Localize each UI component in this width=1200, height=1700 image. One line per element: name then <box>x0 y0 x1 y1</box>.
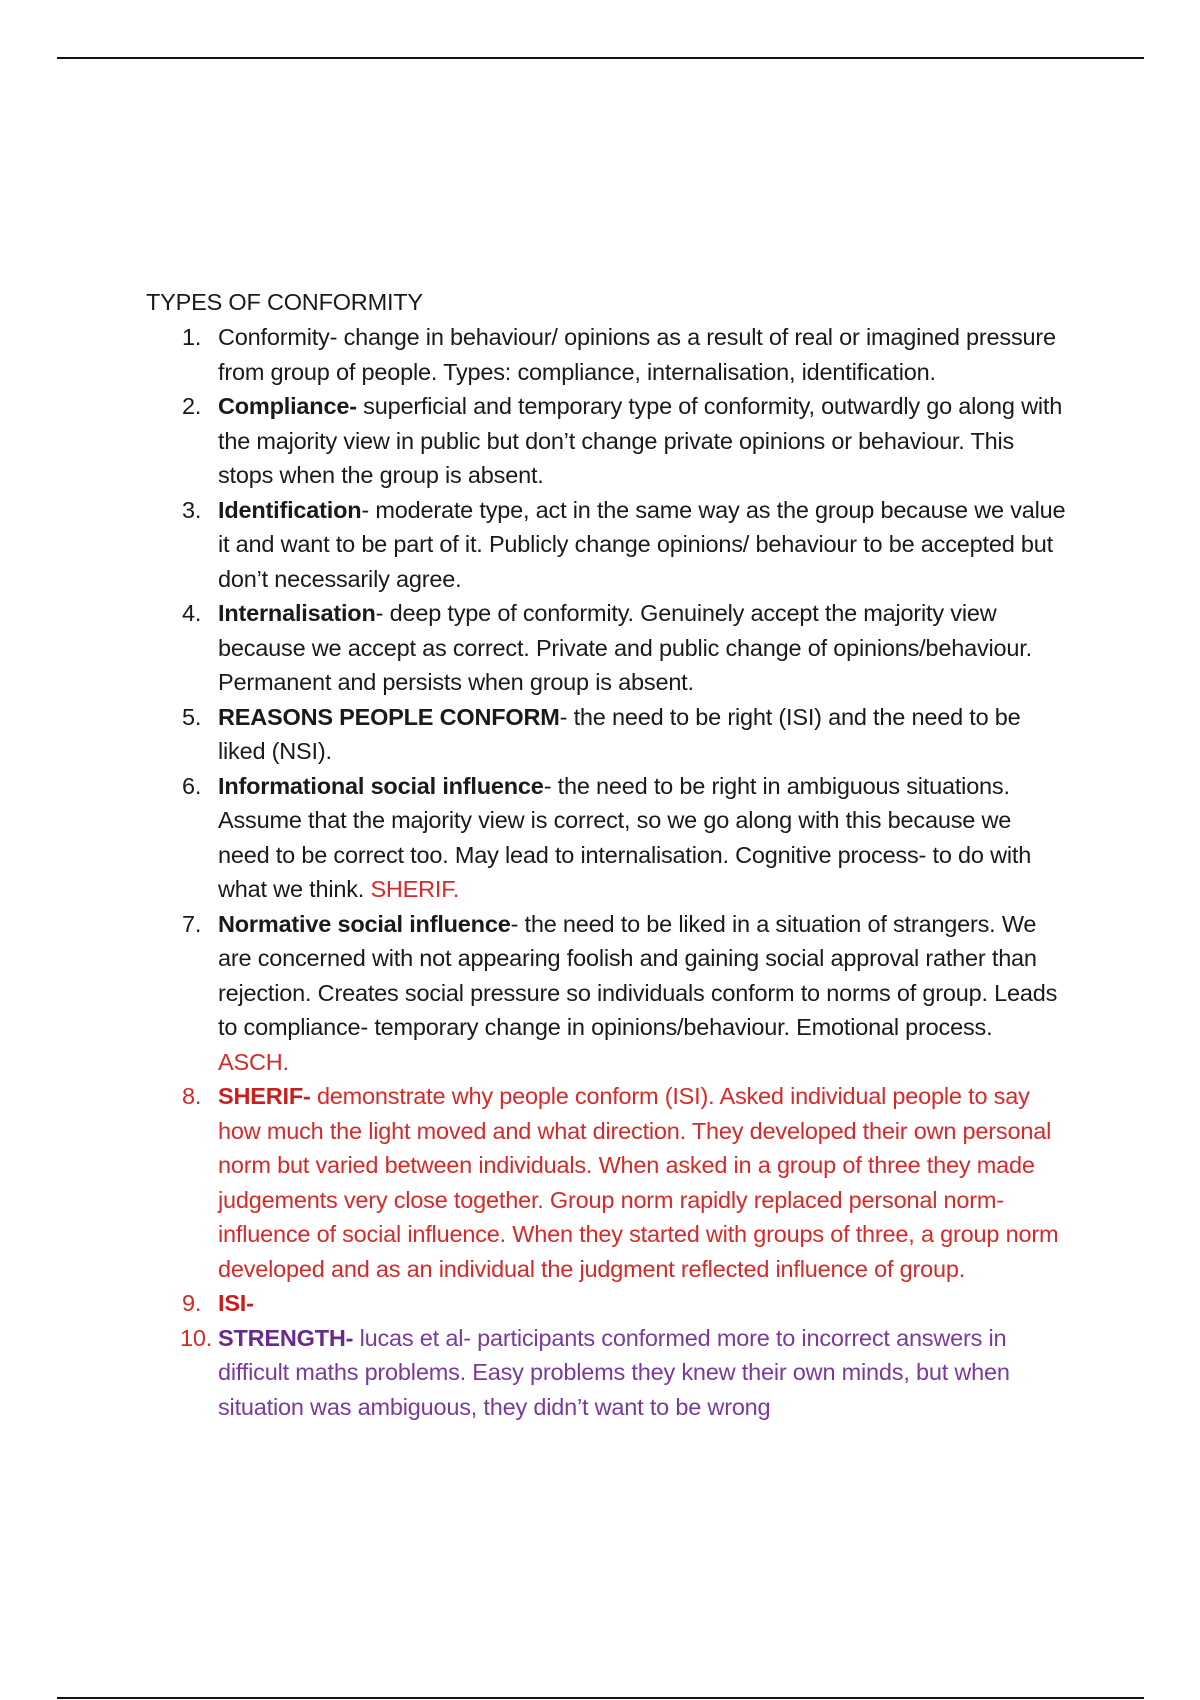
item-term: SHERIF- <box>218 1083 311 1109</box>
list-item <box>146 389 1066 493</box>
page-title: TYPES OF CONFORMITY <box>146 289 423 315</box>
list-item <box>146 596 1066 700</box>
list-item <box>146 1286 1066 1321</box>
item-text: lucas et al- participants conformed more to incorrect answers in difficult maths problems. Easy problems they knew their own minds, but when situation was ambiguous, they didn’t want to be wrong <box>218 1324 1010 1420</box>
item-number: 8. <box>182 1083 202 1109</box>
item-text: demonstrate why people conform (ISI). Asked individual people to say how much the light moved and what direction. They developed their own personal norm but varied between individuals. When asked in a group of three they made judgements very close together. Group norm rapidly replaced personal norm- influence of social influence. When they started with groups of three, a group norm developed and as an individual the judgment reflected influence of group. <box>218 1083 1059 1282</box>
list-item <box>146 1079 1066 1286</box>
list-item <box>146 907 1066 1080</box>
item-number: 2. <box>182 393 202 419</box>
item-number: 5. <box>182 703 202 730</box>
header-rule <box>57 57 1144 59</box>
study-reference: ASCH. <box>218 1048 289 1075</box>
list-item <box>146 700 1066 769</box>
list-item <box>146 493 1066 597</box>
item-number: 1. <box>182 324 202 350</box>
item-term: STRENGTH- <box>218 1324 354 1351</box>
list-item <box>146 769 1066 907</box>
item-text: - moderate type, act in the same way as the group because we value it and want to be part of it. Publicly change opinions/ behaviour to be accepted but don’t necessarily agree. <box>218 496 1066 592</box>
item-term: Normative social influence <box>218 910 511 937</box>
item-number: 4. <box>182 600 202 626</box>
list-item <box>146 320 1066 389</box>
item-text: - deep type of conformity. Genuinely accept the majority view because we accept as correct. Private and public change of opinions/behaviour. Permanent and persists when group is absent. <box>218 600 1032 695</box>
item-number: 9. <box>182 1290 202 1316</box>
item-text: - the need to be liked in a situation of strangers. We are concerned with not appearing foolish and gaining social approval rather than rejection. Creates social pressure so individuals conform to norms of group. Leads to compliance- temporary change in opinions/behaviour. Emotional process. <box>218 910 1058 1040</box>
item-number: 7. <box>182 910 202 937</box>
item-text: - the need to be right in ambiguous situations. Assume that the majority view is correct, so we go along with this because we need to be correct too. May lead to internalisation. Cognitive process- to do with what we think. <box>218 772 1032 902</box>
list-item <box>146 1321 1066 1425</box>
item-term: Informational social influence <box>218 772 544 799</box>
item-term: ISI- <box>218 1290 254 1316</box>
item-number: 3. <box>182 496 202 523</box>
notes-list <box>146 320 1066 1424</box>
item-term: Compliance- <box>218 393 357 419</box>
item-term: Internalisation <box>218 600 376 626</box>
item-term: REASONS PEOPLE CONFORM <box>218 703 560 730</box>
item-term: Identification <box>218 496 362 523</box>
item-text: Conformity- change in behaviour/ opinions as a result of real or imagined pressure from group of people. Types: compliance, internalisation, identification. <box>218 324 1056 385</box>
footer-rule <box>57 1697 1144 1699</box>
item-text: superficial and temporary type of conformity, outwardly go along with the majority view in public but don’t change private opinions or behaviour. This stops when the group is absent. <box>218 393 1063 488</box>
item-number: 10. <box>180 1324 213 1351</box>
item-text: - the need to be right (ISI) and the need to be liked (NSI). <box>218 703 1021 764</box>
item-number: 6. <box>182 772 202 799</box>
study-reference: SHERIF. <box>370 876 460 902</box>
